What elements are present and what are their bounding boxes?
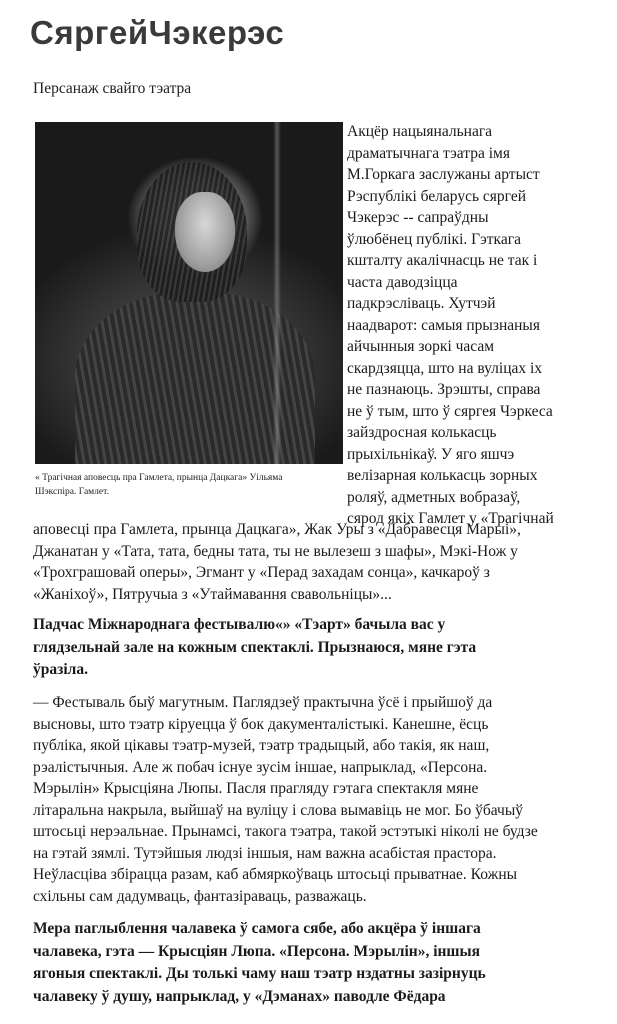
intro-line: роляў, адметных вобразаў, [347, 488, 521, 506]
intro-line: ўлюбёнец публікі. Гэткага [347, 230, 521, 248]
intro-line: не пазнаюць. Зрэшты, справа [347, 381, 541, 398]
question-line: Падчас Міжнароднага фестывалю«» «Тэарт» бачыла вас у [33, 616, 446, 633]
actor-photo [35, 122, 343, 464]
interview-question-1 [33, 614, 593, 682]
article-subtitle: Персанаж свайго тэатра [33, 80, 192, 97]
photo-figure-face [175, 192, 235, 272]
question-line: глядзельнай зале на кожным спектаклі. Прызнаюся, мяне гэта [33, 638, 477, 656]
question-line: ўразіла. [33, 661, 88, 678]
answer-line: штосьці нерэальнае. Прынамсі, такога тэатра, такой эстэтыкі ніколі не будзе [33, 823, 538, 840]
question-line: Мера паглыблення чалавека ў самога сябе, або акцёра ў іншага [33, 920, 481, 937]
interview-question-2 [33, 918, 593, 1008]
intro-line: падкрэсліваць. Хутчэй [347, 295, 496, 312]
answer-line: схільны сам дадумваць, фантазіраваць, разважаць. [33, 887, 367, 905]
answer-line: Мэрылін» Крысціяна Люпы. Пасля прагляду гэтага спектакля мяне [33, 780, 479, 797]
answer-line: публіка, якой цікавы тэатр-музей, тэатр традыцый, або такія, як наш, [33, 737, 490, 754]
intro-line: наадварот: самыя прызнаныя [347, 316, 540, 334]
intro-line: велізарная колькасць зорных [347, 467, 538, 484]
answer-line: Неўласціва збірацца разам, каб абмяркоўваць штосьці прыватнае. Кожны [33, 866, 518, 883]
intro-line: прыхільнікаў. У яго яшчэ [347, 445, 515, 463]
answer-line: рэалістычныя. Але ж побач існуе зусім іншае, напрыклад, «Персона. [33, 758, 488, 776]
caption-line: « Трагічная аповесць пра Гамлета, прынца Дацкага» Уільяма [35, 473, 283, 483]
intro-line: Акцёр нацыянальнага [347, 123, 493, 140]
intro-line: Джанатан у «Тата, тата, бедны тата, ты не вылезеш з шафы», Мэкі-Нож у [33, 542, 518, 560]
question-line: чалавеку ў душу, напрыклад, у «Дэманах» паводле Фёдара [33, 987, 446, 1005]
answer-line: — Фестываль быў магутным. Паглядзеў практычна ўсё і прыйшоў да [33, 694, 493, 711]
intro-line: Чэкерэс -- сапраўдны [347, 209, 489, 226]
intro-line: скардзяцца, што на вуліцах іх [347, 359, 543, 377]
intro-line: часта даводзіцца [347, 273, 458, 291]
question-line: чалавека, гэта — Крысціян Люпа. «Персона. Мэрылін», іншыя [33, 942, 481, 960]
intro-line: «Трохграшовай оперы», Эгмант у «Перад захадам сонца», качкароў з [33, 564, 490, 581]
intro-line: аповесці пра Гамлета, прынца Дацкага», Жак Уры з «Дабравесця Марыі», [33, 521, 521, 538]
intro-paragraph-column [347, 121, 592, 530]
answer-line: літаральна накрыла, выйшаў на вуліцу і слова вымавіць не мог. Бо ўбачыў [33, 801, 524, 819]
intro-paragraph-continuation [33, 519, 593, 605]
intro-line: кшталту акалічнасць не так і [347, 252, 538, 269]
intro-line: айчынныя зоркі часам [347, 338, 495, 355]
intro-line: сярод якіх Гамлет у «Трагічнай [347, 510, 554, 527]
intro-line: зайздросная колькасць [347, 424, 497, 441]
intro-line: «Жаніхоў», Пятручыа з «Утаймавання свавольніцы»... [33, 585, 392, 603]
caption-line: Шэкспіра. Гамлет. [35, 487, 109, 497]
intro-line: М.Горкага заслужаны артыст [347, 166, 540, 183]
intro-line: драматычнага тэатра імя [347, 144, 510, 162]
interview-answer-1 [33, 692, 593, 907]
photo-scan-streak [273, 122, 281, 464]
answer-line: на гэтай зямлі. Тутэйшыя людзі іншыя, нам важна асабістая прастора. [33, 844, 497, 862]
intro-line: Рэспублікі беларусь сяргей [347, 187, 527, 205]
photo-caption [35, 471, 335, 499]
article-title: СяргейЧэкерэс [30, 14, 285, 51]
question-line: ягоныя спектаклі. Ды толькі чаму наш тэатр нздатны зазірнуць [33, 965, 486, 982]
answer-line: высновы, што тэатр кіруецца ў бок дакументалістыкі. Канешне, ёсць [33, 715, 489, 733]
intro-line: не ў тым, што ў сяргея Чэркеса [347, 402, 553, 420]
